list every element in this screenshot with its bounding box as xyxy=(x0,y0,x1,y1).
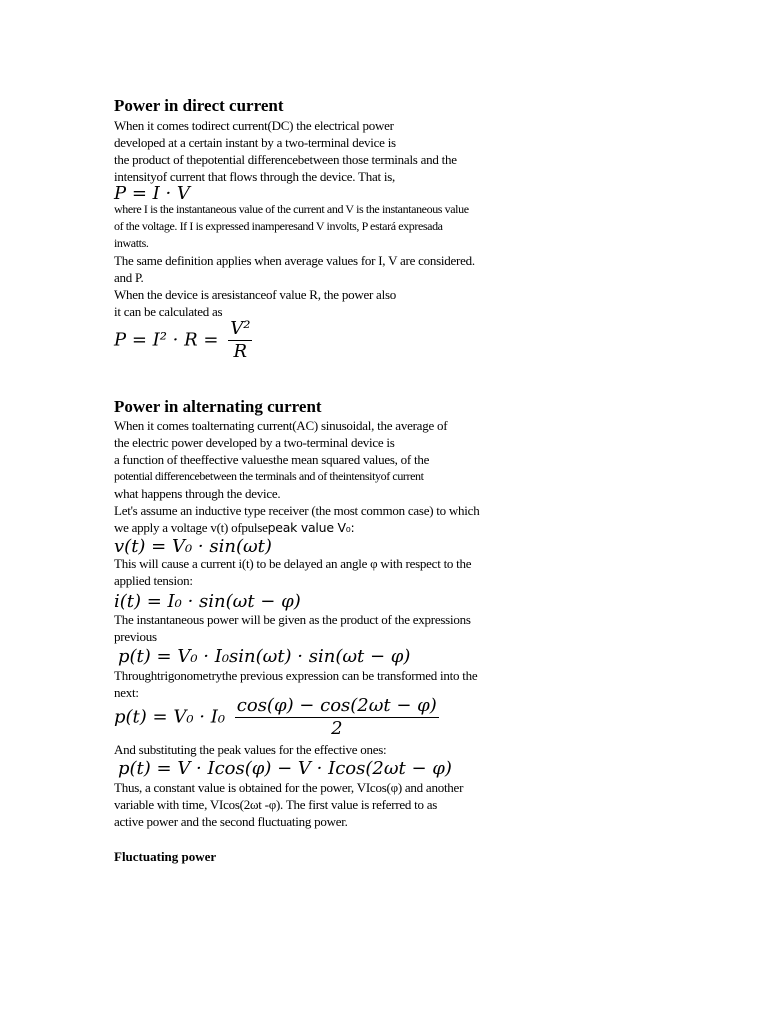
text-line: Throughtrigonometrythe previous expression can be transformed into the xyxy=(114,668,478,683)
equation-p-i2r xyxy=(114,318,534,363)
dc-paragraph-1 xyxy=(114,117,534,185)
text-line: applied tension: xyxy=(114,573,193,588)
text-line: The instantaneous power will be given as the product of the expressions xyxy=(114,612,471,627)
fraction-denominator: R xyxy=(233,341,248,362)
text-line: variable with time, VIcos(2ωt -φ). The first value is referred to as xyxy=(114,797,438,812)
formula xyxy=(114,318,534,363)
ac-paragraph-6 xyxy=(114,779,534,830)
text-line: and P. xyxy=(114,270,144,285)
text-line: it can be calculated as xyxy=(114,304,223,319)
text-line: the product of thepotential differencebetween those terminals and the xyxy=(114,152,457,167)
equation-p2 xyxy=(114,695,554,740)
text-line: inwatts. xyxy=(114,236,149,250)
text-line: next: xyxy=(114,685,139,700)
text-line: developed at a certain instant by a two-terminal device is xyxy=(114,135,396,150)
text-line: previous xyxy=(114,629,157,644)
text-span: we apply a voltage v(t) ofpulse xyxy=(114,520,268,535)
text-line: Let's assume an inductive type receiver (the most common case) to which xyxy=(114,503,480,518)
section-fluctuating xyxy=(114,849,534,865)
fraction-numerator: V² xyxy=(230,318,251,339)
formula: v(t) = V₀ · sin(ωt) xyxy=(114,536,272,557)
heading-ac: Power in alternating current xyxy=(114,397,322,416)
equation-p3 xyxy=(118,757,538,781)
text-line: potential differencebetween the terminals and of theintensityof current xyxy=(114,469,424,483)
formula-left: p(t) = V₀ · I₀ xyxy=(114,706,226,728)
text-line: Thus, a constant value is obtained for the power, VIcos(φ) and another xyxy=(114,780,464,795)
ac-paragraph-1 xyxy=(114,417,534,536)
text-line: where I is the instantaneous value of the current and V is the instantaneous value xyxy=(114,202,469,216)
fraction xyxy=(228,318,252,363)
peak-value-text: peak value V₀: xyxy=(267,520,355,535)
formula xyxy=(114,695,554,740)
heading-dc: Power in direct current xyxy=(114,96,284,115)
section-ac xyxy=(114,397,534,417)
text-line: When it comes todirect current(DC) the electrical power xyxy=(114,118,394,133)
formula: P = I · V xyxy=(114,183,190,204)
formula: p(t) = V₀ · I₀sin(ωt) · sin(ωt − φ) xyxy=(118,646,411,667)
formula: p(t) = V · Icos(φ) − V · Icos(2ωt − φ) xyxy=(118,758,452,779)
formula-left: P = I² · R = xyxy=(114,329,219,351)
text-line: a function of theeffective valuesthe mean squared values, of the xyxy=(114,452,430,467)
fraction-denominator: 2 xyxy=(331,718,343,739)
equation-p1 xyxy=(118,645,538,669)
text-line: active power and the second fluctuating power. xyxy=(114,814,348,829)
formula: i(t) = I₀ · sin(ωt − φ) xyxy=(114,591,301,612)
ac-paragraph-5 xyxy=(114,741,534,758)
text-line: This will cause a current i(t) to be delayed an angle φ with respect to the xyxy=(114,556,472,571)
text-line xyxy=(114,519,534,536)
text-line: And substituting the peak values for the effective ones: xyxy=(114,742,387,757)
text-line: When it comes toalternating current(AC) sinusoidal, the average of xyxy=(114,418,448,433)
text-line: intensityof current that flows through the device. That is, xyxy=(114,169,396,184)
text-line: the electric power developed by a two-terminal device is xyxy=(114,435,395,450)
ac-paragraph-3 xyxy=(114,611,534,645)
heading-fluctuating: Fluctuating power xyxy=(114,849,217,864)
dc-paragraph-2 xyxy=(114,201,534,320)
fraction xyxy=(235,695,439,740)
ac-paragraph-2 xyxy=(114,555,534,589)
section-dc xyxy=(114,96,534,116)
text-line: The same definition applies when average values for I, V are considered. xyxy=(114,253,475,268)
fraction-numerator: cos(φ) − cos(2ωt − φ) xyxy=(236,695,437,716)
text-line: When the device is aresistanceof value R, the power also xyxy=(114,287,396,302)
text-line: what happens through the device. xyxy=(114,486,281,501)
text-line: of the voltage. If I is expressed inamperesand V involts, P estará expresada xyxy=(114,219,443,233)
